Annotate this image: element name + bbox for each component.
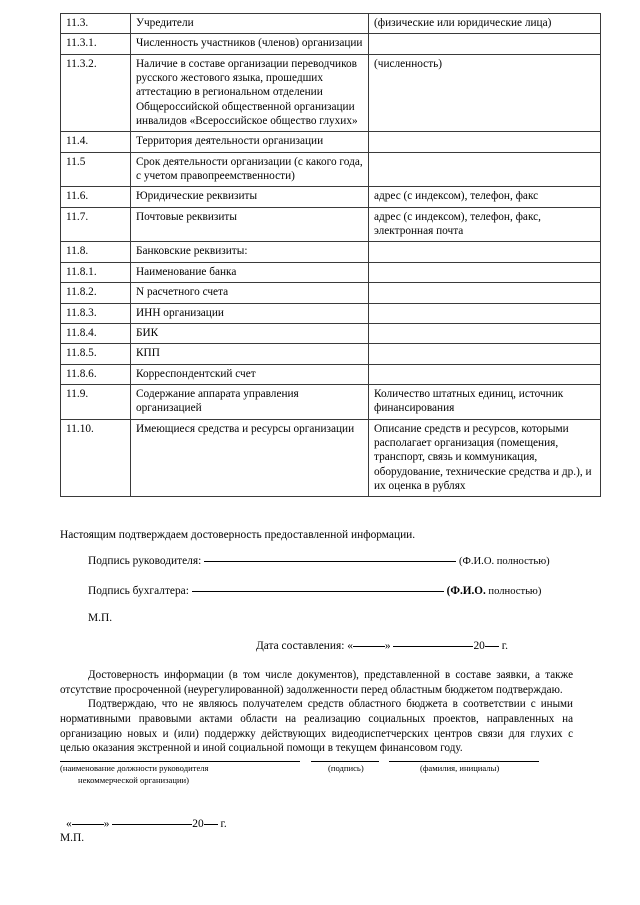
row-value[interactable] [369, 262, 601, 282]
row-number: 11.6. [61, 187, 131, 207]
footer-signature-captions [60, 762, 573, 792]
table-row [61, 303, 601, 323]
row-label: Банковские реквизиты: [131, 242, 369, 262]
row-value[interactable]: (физические или юридические лица) [369, 14, 601, 34]
table-row [61, 384, 601, 419]
row-label: Наименование банка [131, 262, 369, 282]
row-label: Учредители [131, 14, 369, 34]
table-row [61, 344, 601, 364]
row-label: КПП [131, 344, 369, 364]
declaration-paragraphs [60, 668, 573, 756]
row-number: 11.10. [61, 419, 131, 497]
stamp-marker-bottom: М.П. [60, 832, 85, 844]
footer-signature-rules [60, 752, 573, 762]
footer-year-prefix: 20 [192, 818, 204, 830]
row-number: 11.8.2. [61, 283, 131, 303]
table-body [61, 14, 601, 497]
compilation-day-blank[interactable] [353, 646, 385, 647]
row-number: 11.5 [61, 152, 131, 187]
row-number: 11.7. [61, 207, 131, 242]
table-row [61, 242, 601, 262]
footer-date-row [66, 818, 227, 830]
table-row [61, 323, 601, 343]
row-value[interactable] [369, 344, 601, 364]
row-value[interactable] [369, 303, 601, 323]
table-row [61, 187, 601, 207]
compilation-month-blank[interactable] [393, 646, 473, 647]
accountant-signature-label: Подпись бухгалтера: [88, 585, 189, 597]
row-label: Содержание аппарата управления организацией [131, 384, 369, 419]
footer-day-blank[interactable] [72, 824, 104, 825]
table-row [61, 419, 601, 497]
row-number: 11.8.5. [61, 344, 131, 364]
row-number: 11.8.6. [61, 364, 131, 384]
row-value[interactable]: (численность) [369, 54, 601, 132]
row-label: N расчетного счета [131, 283, 369, 303]
compilation-year-blank[interactable] [485, 646, 499, 647]
compilation-date-label: Дата составления: « [256, 640, 353, 652]
row-number: 11.3. [61, 14, 131, 34]
row-number: 11.9. [61, 384, 131, 419]
stamp-marker-top: М.П. [88, 612, 113, 624]
row-number: 11.8.3. [61, 303, 131, 323]
director-signature-label: Подпись руководителя: [88, 555, 202, 567]
row-value[interactable] [369, 132, 601, 152]
row-value[interactable] [369, 364, 601, 384]
accountant-fio-caption: (Ф.И.О. полностью) [446, 585, 542, 597]
row-value[interactable]: Количество штатных единиц, источник финансирования [369, 384, 601, 419]
compilation-date-quote: » [384, 640, 391, 652]
footer-name-caption: (фамилия, инициалы) [420, 763, 500, 773]
footer-year-suffix: г. [217, 818, 227, 830]
declaration-paragraph-2: Подтверждаю, что не являюсь получателем средств областного бюджета в соответствии с иными нормативными правовыми актами области на реализацию социальных проектов, направленных на организацию новых и (или) поддержку действующих видеодиспетчерских центров связи для глухих с целью оказания экстренной и иной социальной помощи в текущем финансовом году. [60, 698, 573, 755]
table-row [61, 14, 601, 34]
director-signature-row [88, 554, 550, 569]
row-number: 11.8.1. [61, 262, 131, 282]
row-label: Корреспондентский счет [131, 364, 369, 384]
table-row [61, 34, 601, 54]
row-value[interactable] [369, 323, 601, 343]
accountant-signature-blank[interactable] [192, 591, 444, 592]
confirmation-statement: Настоящим подтверждаем достоверность предоставленной информации. [60, 529, 416, 541]
footer-signature-caption: (подпись) [328, 763, 364, 773]
footer-signature-blank[interactable] [311, 752, 379, 762]
row-value[interactable] [369, 283, 601, 303]
compilation-date-row [256, 640, 508, 652]
row-number: 11.3.1. [61, 34, 131, 54]
director-fio-caption: (Ф.И.О. полностью) [458, 556, 550, 567]
compilation-year-prefix: 20 [473, 640, 485, 652]
row-label: ИНН организации [131, 303, 369, 323]
row-label: Численность участников (членов) организации [131, 34, 369, 54]
table-row [61, 152, 601, 187]
row-number: 11.3.2. [61, 54, 131, 132]
footer-date-quote-open: « [66, 818, 72, 830]
row-label: Имеющиеся средства и ресурсы организации [131, 419, 369, 497]
footer-year-blank[interactable] [204, 824, 218, 825]
row-label: Наличие в составе организации переводчиков русского жестового языка, прошедших аттестацию в региональном отделении Общероссийской общественной организации инвалидов «Всероссийское общество глухих» [131, 54, 369, 132]
row-label: Срок деятельности организации (с какого года, с учетом правопреемственности) [131, 152, 369, 187]
row-number: 11.8.4. [61, 323, 131, 343]
table-row [61, 132, 601, 152]
footer-position-caption: (наименование должности руководителя некоммерческой организации) [60, 763, 209, 785]
row-number: 11.8. [61, 242, 131, 262]
row-value[interactable]: адрес (с индексом), телефон, факс, электронная почта [369, 207, 601, 242]
footer-date-quote-close: » [103, 818, 110, 830]
footer-month-blank[interactable] [112, 824, 192, 825]
row-value[interactable] [369, 242, 601, 262]
declaration-paragraph-1: Достоверность информации (в том числе документов), представленной в составе заявки, а также отсутствие просроченной (неурегулированной) задолженности перед областным бюджетом подтверждаю. [60, 669, 573, 696]
row-label: Территория деятельности организации [131, 132, 369, 152]
row-label: Почтовые реквизиты [131, 207, 369, 242]
accountant-signature-row [88, 584, 541, 599]
row-label: Юридические реквизиты [131, 187, 369, 207]
row-number: 11.4. [61, 132, 131, 152]
table-row [61, 283, 601, 303]
row-value[interactable] [369, 34, 601, 54]
table-row [61, 207, 601, 242]
director-signature-blank[interactable] [204, 561, 456, 562]
row-label: БИК [131, 323, 369, 343]
footer-position-blank[interactable] [60, 752, 300, 762]
row-value[interactable] [369, 152, 601, 187]
footer-signature-block [60, 752, 573, 792]
table-row [61, 54, 601, 132]
table-row [61, 262, 601, 282]
organization-details-table [60, 13, 601, 497]
compilation-year-suffix: г. [498, 640, 508, 652]
row-value[interactable]: Описание средств и ресурсов, которыми располагает организация (помещения, транспорт, связь и коммуникация, оборудование, технические средства и др.), и их оценка в рублях [369, 419, 601, 497]
table-row [61, 364, 601, 384]
row-value[interactable]: адрес (с индексом), телефон, факс [369, 187, 601, 207]
footer-name-blank[interactable] [389, 752, 539, 762]
